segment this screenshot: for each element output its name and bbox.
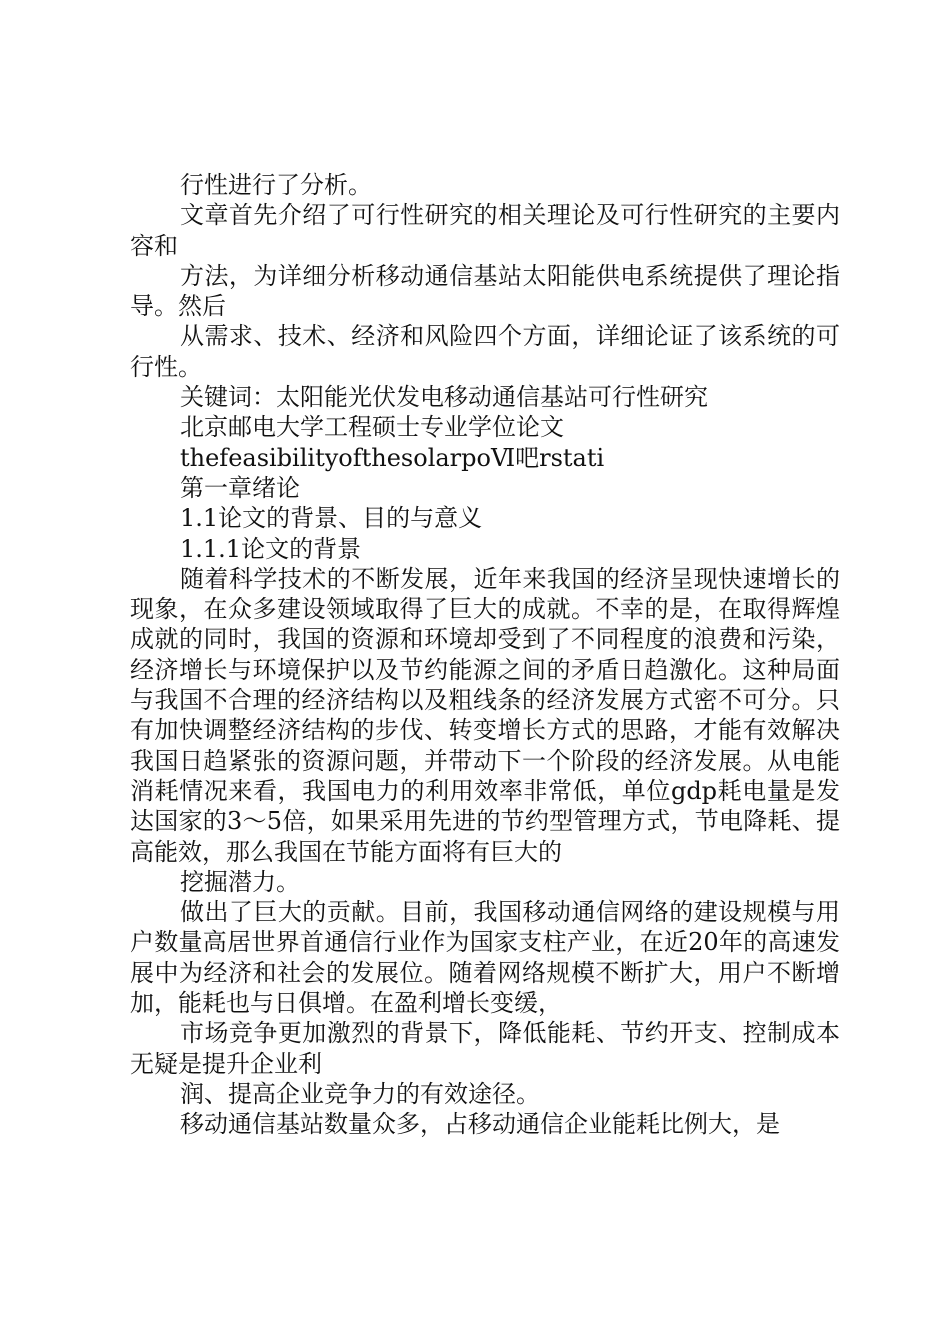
- paragraph-mobile-network: 做出了巨大的贡献。目前，我国移动通信网络的建设规模与用户数量高居世界首通信行业作为国家支柱产业，在近20年的高速发展中为经济和社会的发展位。随着网络规模不断扩大，用户不断增加，能耗也与日俱增。在盈利增长变缓，: [130, 898, 840, 1018]
- paragraph-abstract-aspects: 从需求、技术、经济和风险四个方面，详细论证了该系统的可行性。: [130, 322, 840, 381]
- section-heading: 1.1论文的背景、目的与意义: [180, 504, 483, 533]
- paragraph-abstract-method: 方法，为详细分析移动通信基站太阳能供电系统提供了理论指导。然后: [130, 261, 840, 321]
- chapter-heading: 第一章绪论: [180, 473, 300, 502]
- paragraph-competition: 市场竞争更加激烈的背景下，降低能耗、节约开支、控制成本无疑是提升企业利: [130, 1019, 840, 1078]
- keywords-line: 关键词：太阳能光伏发电移动通信基站可行性研究: [180, 383, 708, 412]
- paragraph-competitiveness: 润、提高企业竞争力的有效途径。: [180, 1079, 540, 1108]
- english-title-line: thefeasibilityofthesolarpoⅥ吧rstati: [180, 443, 605, 472]
- paragraph-base-stations: 移动通信基站数量众多，占移动通信企业能耗比例大，是: [180, 1110, 780, 1139]
- paragraph-background: 随着科学技术的不断发展，近年来我国的经济呈现快速增长的现象，在众多建设领域取得了巨大的成就。不幸的是，在取得辉煌成就的同时，我国的资源和环境却受到了不同程度的浪费和污染，经济增长与环境保护以及节约能源之间的矛盾日趋激化。这种局面与我国不合理的经济结构以及粗线条的经济发展方式密不可分。只有加快调整经济结构的步伐、转变增长方式的思路，才能有效解决我国日趋紧张的资源问题，并带动下一个阶段的经济发展。从电能消耗情况来看，我国电力的利用效率非常低，单位gdp耗电量是发达国家的3～5倍，如果采用先进的节约型管理方式，节电降耗、提高能效，那么我国在节能方面将有巨大的: [130, 564, 840, 866]
- university-line: 北京邮电大学工程硕士专业学位论文: [180, 413, 564, 442]
- document-body: [130, 170, 840, 1140]
- paragraph-abstract-intro: 文章首先介绍了可行性研究的相关理论及可行性研究的主要内容和: [130, 201, 840, 260]
- paragraph-abstract-end: 行性进行了分析。: [180, 171, 372, 199]
- subsection-heading: 1.1.1论文的背景: [180, 534, 362, 563]
- paragraph-potential: 挖掘潜力。: [180, 867, 300, 896]
